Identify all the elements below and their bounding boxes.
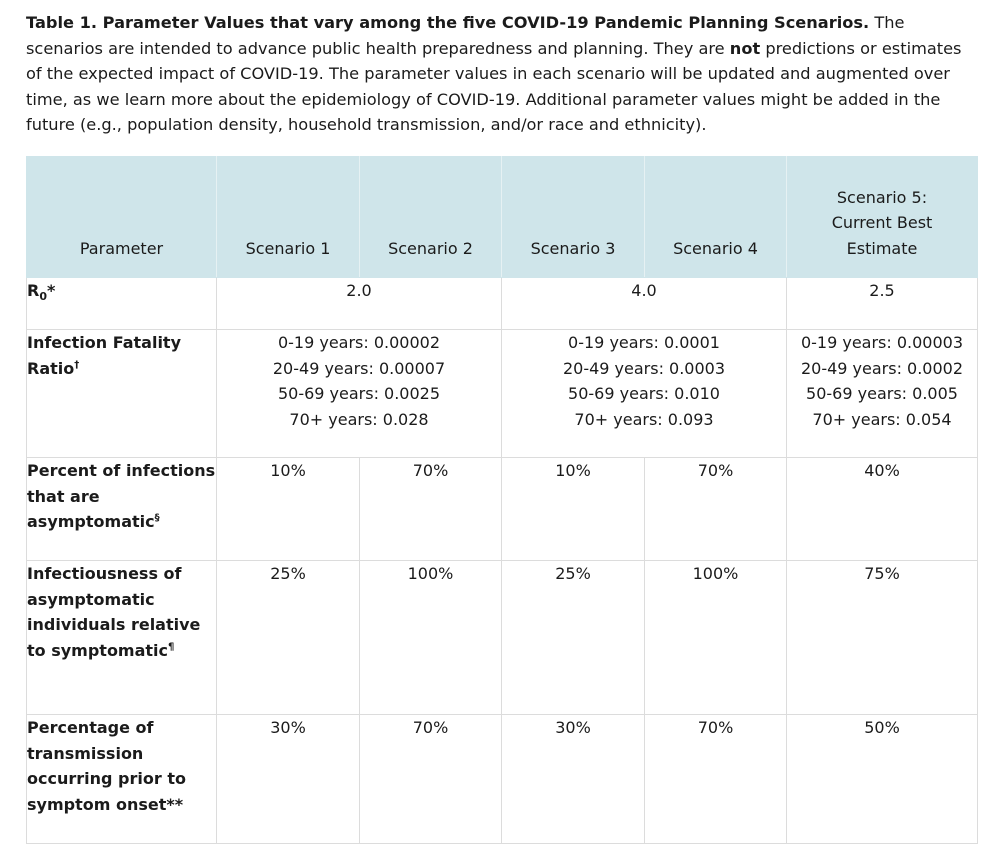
table-row-presymptomatic <box>27 715 978 844</box>
parameter-table <box>26 156 978 844</box>
ifr-s34-line: 0-19 years: 0.0001 <box>568 333 720 352</box>
asymptomatic-label: Percent of infections that are asymptomatic <box>27 461 216 531</box>
row-label-r0 <box>27 278 217 330</box>
ifr-s5-line: 0-19 years: 0.00003 <box>800 333 964 352</box>
header-scenario-1: Scenario 1 <box>217 157 360 278</box>
caption-not: not <box>729 38 761 58</box>
table-row-asymptomatic <box>27 458 978 561</box>
asymptomatic-scenario-1: 10% <box>217 458 360 561</box>
ifr-s5-line: 20-49 years: 0.0002 <box>800 358 964 378</box>
presymptomatic-scenario-3: 30% <box>502 715 645 844</box>
row-label-ifr <box>27 330 217 458</box>
r0-scenario-3-4: 4.0 <box>502 278 787 330</box>
r0-scenario-5: 2.5 <box>787 278 978 330</box>
presymptomatic-label: Percentage of transmission occurring prior to symptom onset <box>27 718 186 814</box>
ifr-s12-line: 20-49 years: 0.00007 <box>272 358 446 378</box>
row-label-infectiousness <box>27 561 217 715</box>
ifr-footnote-mark: † <box>74 359 80 371</box>
asymptomatic-footnote-mark: § <box>154 512 160 524</box>
ifr-s34-line: 20-49 years: 0.0003 <box>562 358 726 378</box>
row-label-asymptomatic <box>27 458 217 561</box>
infectiousness-scenario-5: 75% <box>787 561 978 715</box>
table-row-r0 <box>27 278 978 330</box>
infectiousness-scenario-4: 100% <box>645 561 787 715</box>
infectiousness-label: Infectiousness of asymptomatic individuals relative to symptomatic <box>27 564 201 660</box>
ifr-label-line2: Ratio <box>27 358 75 378</box>
r0-label: R <box>27 281 40 300</box>
ifr-s12-line: 70+ years: 0.028 <box>289 409 429 429</box>
presymptomatic-scenario-5: 50% <box>787 715 978 844</box>
infectiousness-scenario-3: 25% <box>502 561 645 715</box>
presymptomatic-footnote-mark: ** <box>166 794 184 814</box>
ifr-scenario-3-4 <box>502 330 787 458</box>
header-scenario-5-line3: Estimate <box>846 238 918 258</box>
asymptomatic-scenario-4: 70% <box>645 458 787 561</box>
presymptomatic-scenario-1: 30% <box>217 715 360 844</box>
header-scenario-4: Scenario 4 <box>645 157 787 278</box>
header-scenario-5 <box>787 157 978 278</box>
table-row-ifr <box>27 330 978 458</box>
ifr-s34-line: 70+ years: 0.093 <box>574 409 714 429</box>
ifr-scenario-1-2 <box>217 330 502 458</box>
ifr-s5-line: 50-69 years: 0.005 <box>806 384 958 403</box>
infectiousness-scenario-2: 100% <box>360 561 502 715</box>
asymptomatic-scenario-3: 10% <box>502 458 645 561</box>
asymptomatic-scenario-2: 70% <box>360 458 502 561</box>
r0-scenario-1-2: 2.0 <box>217 278 502 330</box>
ifr-s12-line: 50-69 years: 0.0025 <box>277 384 441 403</box>
header-parameter: Parameter <box>27 157 217 278</box>
caption-text-1: The scenarios are intended to advance public health preparedness and planning. They are <box>26 13 905 58</box>
ifr-scenario-5 <box>787 330 978 458</box>
r0-subscript: 0 <box>39 290 47 304</box>
ifr-s5-line: 70+ years: 0.054 <box>812 409 952 429</box>
header-scenario-5-line1: Scenario 5: <box>836 187 928 207</box>
infectiousness-footnote-mark: ¶ <box>168 641 175 653</box>
ifr-label-line1: Infection Fatality <box>27 333 182 352</box>
caption-text-2: predictions or estimates of the expected impact of COVID-19. The parameter values in each scenario will be updated and augmented over time, as we learn more about the epidemiology of COVID-19. Additional parameter values might be added in the future (e.g., population density, household transmission, and/or race and ethnicity). <box>26 38 962 134</box>
row-label-presymptomatic <box>27 715 217 844</box>
ifr-s12-line: 0-19 years: 0.00002 <box>277 333 441 352</box>
header-scenario-5-line2: Current Best <box>831 213 933 232</box>
presymptomatic-scenario-2: 70% <box>360 715 502 844</box>
r0-footnote-mark: * <box>46 281 56 300</box>
ifr-s34-line: 50-69 years: 0.010 <box>568 384 720 403</box>
infectiousness-scenario-1: 25% <box>217 561 360 715</box>
header-scenario-2: Scenario 2 <box>360 157 502 278</box>
table-title: Table 1. Parameter Values that vary among the five COVID-19 Pandemic Planning Scenarios. <box>26 13 870 32</box>
asymptomatic-scenario-5: 40% <box>787 458 978 561</box>
table-row-infectiousness <box>27 561 978 715</box>
header-row <box>27 157 978 278</box>
header-scenario-3: Scenario 3 <box>502 157 645 278</box>
presymptomatic-scenario-4: 70% <box>645 715 787 844</box>
table-caption <box>26 10 976 138</box>
